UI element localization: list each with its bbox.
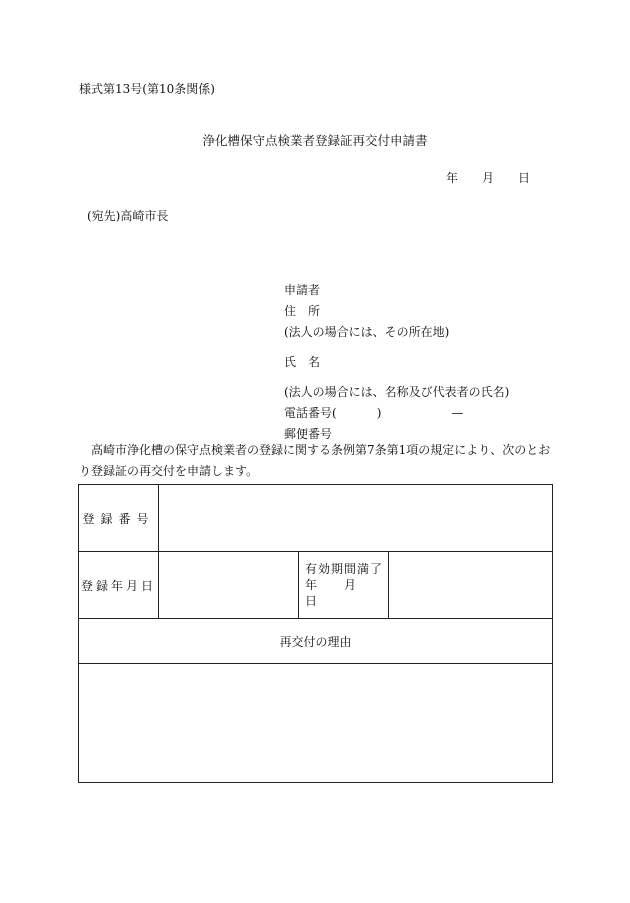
registration-table: [78, 484, 553, 783]
phone-dash: —: [451, 406, 464, 420]
registration-date-value: [159, 552, 299, 619]
expiry-label: 有効期間満了: [305, 562, 384, 576]
expiry-date: 年 月 日: [305, 578, 384, 608]
body-text-content: 高崎市浄化槽の保守点検業者の登録に関する条例第7条第1項の規定により、次のとおり登録証の再交付を申請します。: [79, 443, 551, 478]
reason-value: [79, 664, 553, 783]
date-line: [446, 169, 530, 186]
registration-date-label: 登録年月日: [79, 552, 159, 619]
addressee: (宛先)高崎市長: [87, 209, 169, 223]
date-day: 日: [518, 171, 531, 185]
phone-label: 電話番号(: [284, 406, 337, 420]
address-note: (法人の場合には、その所在地): [284, 325, 450, 339]
expiry-value: [389, 552, 553, 619]
reason-label: 再交付の理由: [79, 619, 553, 664]
phone-close: ): [376, 406, 382, 420]
name-label: 氏 名: [284, 355, 321, 369]
postal-label: 郵便番号: [284, 427, 333, 441]
applicant-block: [284, 280, 509, 445]
registration-number-label: 登録番号: [79, 485, 159, 552]
document-title: 浄化槽保守点検業者登録証再交付申請書: [202, 133, 428, 148]
registration-number-value: [159, 485, 553, 552]
name-note: (法人の場合には、名称及び代表者の氏名): [284, 385, 510, 399]
form-number: 様式第13号(第10条関係): [79, 82, 215, 96]
applicant-heading: 申請者: [284, 283, 321, 297]
phone-row: [284, 403, 509, 424]
date-month: 月: [482, 171, 495, 185]
date-year: 年: [446, 171, 459, 185]
address-label: 住 所: [284, 304, 321, 318]
body-text: [79, 440, 554, 482]
expiry-cell: [299, 552, 389, 619]
